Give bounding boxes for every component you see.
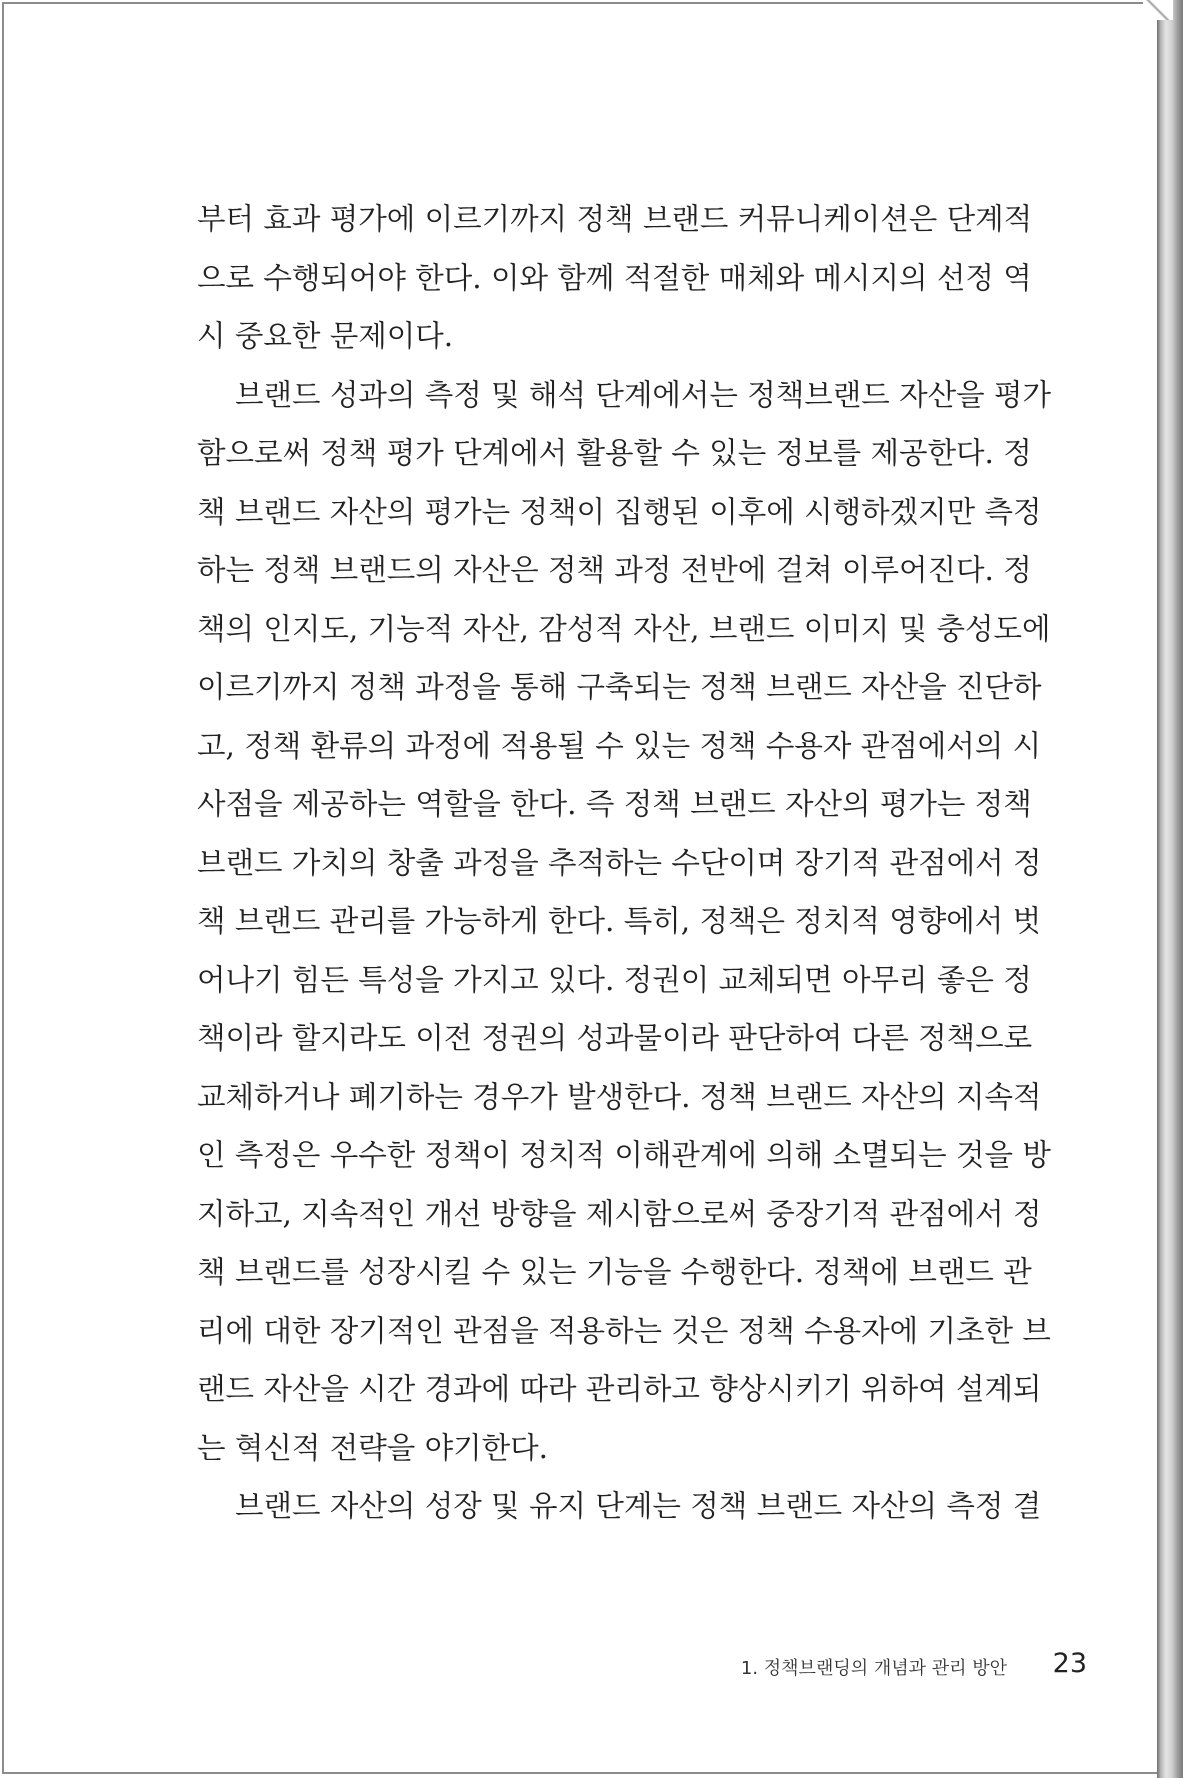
body-text [197, 190, 1051, 1536]
text-line: 책 브랜드 관리를 가능하게 한다. 특히, 정책은 정치적 영향에서 벗 [197, 904, 1042, 938]
text-line: 시 중요한 문제이다. [197, 319, 454, 353]
text-line: 어나기 힘든 특성을 가지고 있다. 정권이 교체되면 아무리 좋은 정 [197, 962, 1032, 997]
text-line: 리에 대한 장기적인 관점을 적용하는 것은 정책 수용자에 기초한 브 [197, 1313, 1051, 1348]
text-line: 책 브랜드 자산의 평가는 정책이 집행된 이후에 시행하겠지만 측정 [197, 494, 1042, 529]
page-number: 23 [1052, 1648, 1087, 1679]
text-line: 랜드 자산을 시간 경과에 따라 관리하고 향상시키기 위하여 설계되 [197, 1372, 1042, 1406]
text-line: 브랜드 가치의 창출 과정을 추적하는 수단이며 장기적 관점에서 정 [197, 845, 1042, 880]
text-line: 인 측정은 우수한 정책이 정치적 이해관계에 의해 소멸되는 것을 방 [197, 1138, 1051, 1172]
text-line: 고, 정책 환류의 과정에 적용될 수 있는 정책 수용자 관점에서의 시 [197, 728, 1042, 763]
text-line: 책의 인지도, 기능적 자산, 감성적 자산, 브랜드 이미지 및 충성도에 [197, 611, 1051, 646]
text-line: 부터 효과 평가에 이르기까지 정책 브랜드 커뮤니케이션은 단계적 [197, 202, 1033, 236]
text-line: 교체하거나 폐기하는 경우가 발생한다. 정책 브랜드 자산의 지속적 [197, 1079, 1042, 1114]
text-line: 함으로써 정책 평가 단계에서 활용할 수 있는 정보를 제공한다. 정 [197, 436, 1032, 470]
text-line: 하는 정책 브랜드의 자산은 정책 과정 전반에 걸쳐 이루어진다. 정 [197, 553, 1032, 587]
text-line: 책 브랜드를 성장시킬 수 있는 기능을 수행한다. 정책에 브랜드 관 [197, 1255, 1032, 1289]
page-corner-curl [1143, 0, 1173, 20]
text-line: 으로 수행되어야 한다. 이와 함께 적절한 매체와 메시지의 선정 역 [197, 260, 1032, 295]
text-line: 이르기까지 정책 과정을 통해 구축되는 정책 브랜드 자산을 진단하 [197, 670, 1042, 704]
text-line: 브랜드 성과의 측정 및 해석 단계에서는 정책브랜드 자산을 평가 [235, 377, 1051, 412]
text-line: 사점을 제공하는 역할을 한다. 즉 정책 브랜드 자산의 평가는 정책 [197, 787, 1032, 821]
text-line: 지하고, 지속적인 개선 방향을 제시함으로써 중장기적 관점에서 정 [197, 1196, 1042, 1231]
text-line: 는 혁신적 전략을 야기한다. [197, 1430, 548, 1465]
running-head: 1. 정책브랜딩의 개념과 관리 방안 [740, 1658, 1007, 1679]
text-line: 책이라 할지라도 이전 정권의 성과물이라 판단하여 다른 정책으로 [197, 1021, 1033, 1055]
page-footer [600, 1648, 1087, 1688]
page-edge-shadow [1157, 0, 1183, 1778]
text-line: 브랜드 자산의 성장 및 유지 단계는 정책 브랜드 자산의 측정 결 [235, 1489, 1042, 1523]
